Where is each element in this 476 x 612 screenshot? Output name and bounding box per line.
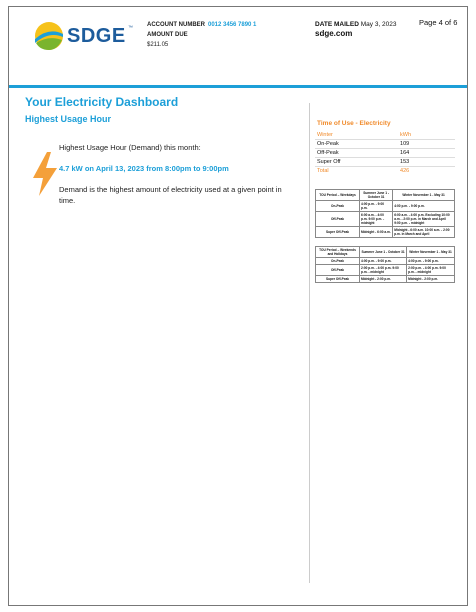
tou-summary-table [315, 131, 455, 175]
dashboard-title: Your Electricity Dashboard [25, 95, 179, 109]
table-cell: Off-Peak [316, 265, 360, 276]
table-cell: Midnight - 2:00 p.m. [407, 276, 455, 283]
table-cell: 6:00 a.m. - 4:00 p.m. Excluding 10:00 a.m. - 2:00 p.m. in March and April 9:00 p.m. - midnight [393, 212, 455, 227]
table-cell: 2:00 p.m. - 4:00 p.m. 9:00 p.m. - midnight [407, 265, 455, 276]
tou-col-unit: kWh [368, 131, 455, 140]
table-header: TOU Period – Weekdays [316, 190, 360, 201]
tou-row-value: 109 [368, 140, 455, 149]
tou-total-value: 426 [400, 168, 410, 174]
tou-row-label: Super Off [315, 158, 368, 167]
table-cell: On-Peak [316, 201, 360, 212]
table-header-row [316, 247, 455, 258]
website-link[interactable]: sdge.com [315, 29, 353, 38]
table-cell: Midnight - 6:00 a.m. 10:00 a.m. - 2:00 p.m. in March and April [393, 227, 455, 238]
table-cell: On-Peak [316, 258, 360, 265]
table-cell: 4:00 p.m. - 9:00 p.m. [407, 258, 455, 265]
table-cell: 2:00 p.m. - 4:00 p.m. 9:00 p.m. - midnight [360, 265, 407, 276]
amount-value: $211.05 [147, 42, 169, 48]
table-row [316, 201, 455, 212]
table-header: TOU Period – Weekends and Holidays [316, 247, 360, 258]
table-row [316, 258, 455, 265]
date-value: May 3, 2023 [360, 21, 397, 28]
table-cell: 6:00 a.m. - 4:00 p.m. 9:00 p.m. - midnight [360, 212, 393, 227]
table-header: Summer June 1 - October 31 [360, 190, 393, 201]
table-row [316, 227, 455, 238]
table-cell: Midnight - 6:00 a.m. [360, 227, 393, 238]
tou-title: Time of Use - Electricity [317, 120, 391, 127]
weekday-schedule-table [315, 189, 455, 238]
usage-value: 4.7 kW on April 13, 2023 from 8:00pm to 9:00pm [59, 164, 229, 173]
table-cell: Super Off-Peak [316, 276, 360, 283]
table-row [316, 212, 455, 227]
brand-name: SDGE [67, 25, 126, 47]
tou-col-period: Winter [315, 131, 368, 140]
bill-header [9, 7, 467, 85]
table-row [316, 265, 455, 276]
tou-row-label: Off-Peak [315, 149, 368, 158]
tou-total-label: Total [317, 168, 329, 174]
tou-row-value: 153 [368, 158, 455, 167]
tou-total-row [315, 167, 455, 176]
tou-row-value: 164 [368, 149, 455, 158]
account-label: ACCOUNT NUMBER [147, 22, 205, 28]
date-label: DATE MAILED [315, 21, 359, 28]
tou-header-row [315, 131, 455, 140]
table-cell: 4:00 p.m. - 9:00 p.m. [393, 201, 455, 212]
header-divider [9, 85, 467, 88]
table-header: Winter November 1 - May 31 [407, 247, 455, 258]
sdge-logo [33, 21, 143, 61]
table-header: Winter November 1 - May 31 [393, 190, 455, 201]
table-cell: Midnight - 2:00 p.m. [360, 276, 407, 283]
sdge-logo-icon [33, 21, 65, 51]
lightning-bolt-icon [31, 152, 59, 196]
table-row [315, 149, 455, 158]
table-row [316, 276, 455, 283]
column-divider [309, 103, 310, 583]
page-number: Page 4 of 6 [419, 18, 458, 27]
table-header-row [316, 190, 455, 201]
table-row [315, 158, 455, 167]
brand-tm: ™ [128, 25, 133, 31]
amount-label: AMOUNT DUE [147, 32, 188, 38]
table-cell: Off-Peak [316, 212, 360, 227]
account-info [147, 20, 256, 50]
table-cell: 4:00 p.m. - 9:00 p.m. [360, 201, 393, 212]
section-title: Highest Usage Hour [25, 114, 112, 124]
account-number: 0012 3456 7890 1 [208, 22, 257, 28]
weekend-schedule-table [315, 246, 455, 283]
bill-page [8, 6, 468, 606]
table-row [315, 140, 455, 149]
date-mailed [315, 20, 397, 38]
table-cell: Super Off-Peak [316, 227, 360, 238]
table-cell: 4:00 p.m. - 9:00 p.m. [360, 258, 407, 265]
table-header: Summer June 1 - October 31 [360, 247, 407, 258]
tou-row-label: On-Peak [315, 140, 368, 149]
usage-description: Demand is the highest amount of electricity used at a given point in time. [59, 185, 282, 205]
usage-label: Highest Usage Hour (Demand) this month: [59, 143, 201, 152]
